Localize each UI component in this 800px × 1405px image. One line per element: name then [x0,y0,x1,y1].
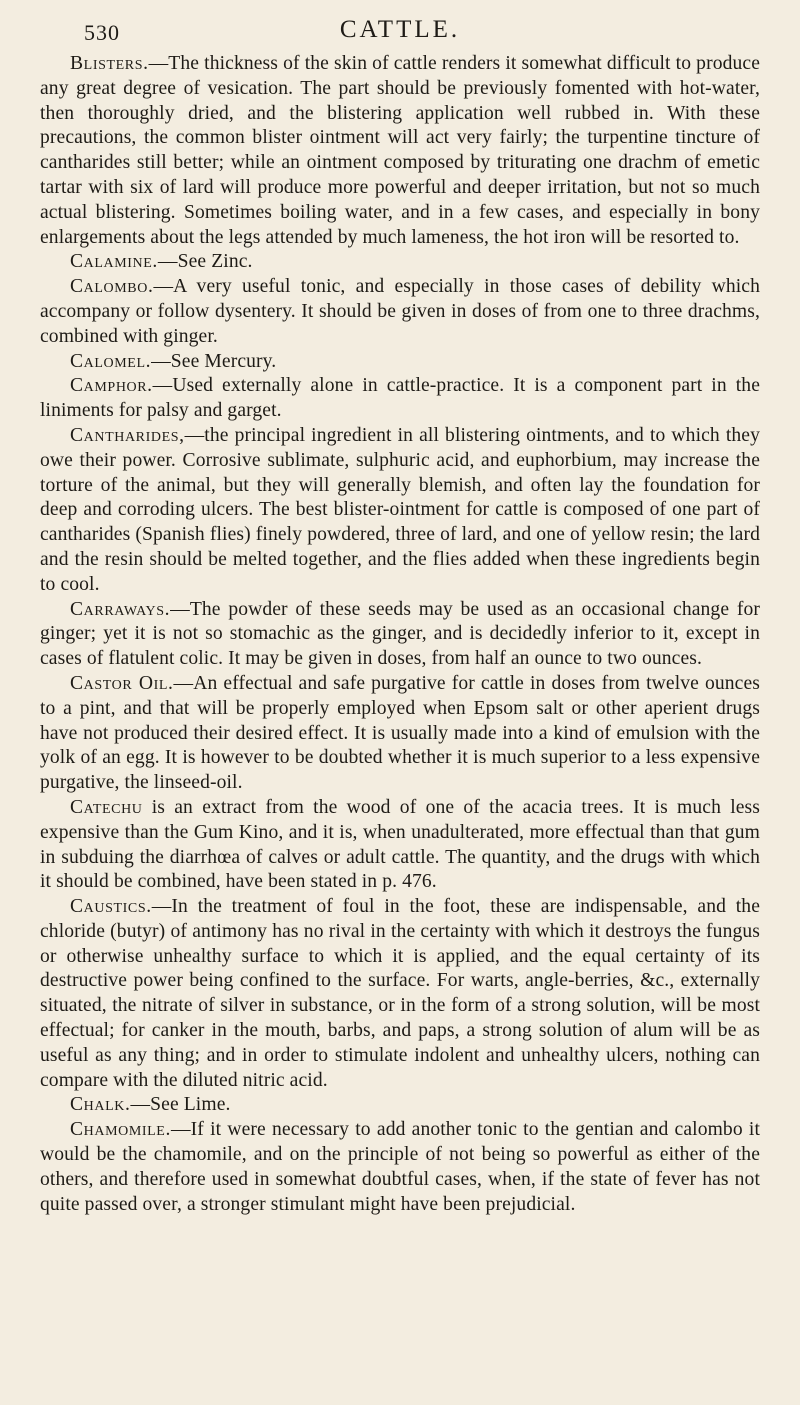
entry-cantharides [40,424,760,598]
running-title: CATTLE. [339,16,461,43]
entry-list [40,52,760,1217]
entry-text: —See Lime. [130,1094,231,1116]
entry-term: Cantharides, [70,424,185,446]
entry-text: —The powder of these seeds may be used as an occasional change for ginger; yet it is not so stomachic as the ginger, and is decidedly inferior to it, except in cases of flatulent colic. It may be given in doses, from half an ounce to two ounces. [40,598,760,670]
entry-text: —See Zinc. [157,251,253,273]
entry-text: —A very useful tonic, and especially in those cases of debility which accompany or follow dysentery. It should be given in doses of from one to three drachms, combined with ginger. [40,276,760,347]
entry-term: Catechu [70,796,143,818]
entry-term: Calombo. [70,276,154,298]
page-number: 530 [84,20,120,45]
entry-term: Carraways. [70,598,171,620]
entry-term: Calomel. [70,350,152,372]
entry-text: is an extract from the wood of one of the acacia trees. It is much less expensive than the Gum Kino, and it is, when unadulterated, more effectual than that gum in subduing the diarrhœa of calves or adult cattle. The quantity, and the drugs with which it should be combined, have been stated in p. 476. [40,796,760,893]
entry-text: —the principal ingredient in all blistering ointments, and to which they owe their power. Corrosive sublimate, sulphuric acid, and euphorbium, may increase the torture of the animal, but they will generally blemish, and often lay the foundation for deep and corroding ulcers. The best blister-ointment for cattle is composed of one part of cantharides (Spanish flies) finely powdered, three of lard, and one of yellow resin; the lard and the resin should be melted together, and the flies added when these ingredients begin to cool. [40,424,760,595]
entry-text: —An effectual and safe purgative for cattle in doses from twelve ounces to a pint, and that will be properly employed when Epsom salt or other aperient drugs have not produced their desired effect. It is usually made into a kind of emulsion with the yolk of an egg. It is however to be doubted whether it is much superior to a less expensive purgative, the linseed-oil. [40,672,760,794]
entry-term: Blisters. [70,53,149,74]
entry-term: Caustics. [70,896,152,918]
entry-calomel [40,350,760,375]
entry-chalk [40,1093,760,1118]
entry-caustics [40,895,760,1093]
entry-text: —If it were necessary to add another tonic to the gentian and calombo it would be the chamomile, and on the principle of not being so powerful as either of the others, and therefore used in somewhat doubtful cases, when, if the state of fever has not quite passed over, a stronger stimulant might have been prejudicial. [40,1119,760,1215]
entry-camphor [40,374,760,424]
entry-text: —Used externally alone in cattle-practice. It is a component part in the liniments for palsy and garget. [40,375,760,422]
entry-calamine [40,250,760,275]
entry-term: Castor Oil. [70,672,174,694]
entry-term: Chamomile. [70,1119,171,1141]
entry-catechu [40,796,760,895]
running-head [40,14,760,50]
entry-text: —In the treatment of foul in the foot, these are indispensable, and the chloride (butyr) of antimony has no rival in the certainty with which it destroys the fungus or otherwise unhealthy surface to which it is applied, and the equal certainty of its destructive power being confined to the surface. For warts, angle-berries, &c., externally situated, the nitrate of silver in substance, or in the form of a strong solution, will be most effectual; for canker in the mouth, barbs, and paps, a strong solution of alum will be as useful as any thing; and in order to stimulate indolent and unhealthy ulcers, nothing can compare with the diluted nitric acid. [40,896,760,1091]
entry-carraways [40,598,760,672]
entry-chamomile [40,1118,760,1217]
entry-text: —See Mercury. [151,350,277,372]
entry-text: —The thickness of the skin of cattle renders it somewhat difficult to produce any great degree of vesication. The part should be previously fomented with hot-water, then thoroughly dried, and the blistering application well rubbed in. With these precautions, the common blister ointment will act very fairly; the turpentine tincture of cantharides still better; while an ointment composed by triturating one drachm of emetic tartar with six of lard will produce more powerful and deeper irritation, but not so much actual blistering. Sometimes boiling water, and in a few cases, and especially in bony enlargements about the legs attended by much lameness, the hot iron will be resorted to. [40,53,760,248]
entry-term: Calamine. [70,251,158,273]
entry-blisters [40,52,760,250]
entry-term: Camphor. [70,375,153,397]
entry-castor-oil [40,672,760,796]
entry-calombo [40,275,760,349]
entry-term: Chalk. [70,1094,131,1116]
